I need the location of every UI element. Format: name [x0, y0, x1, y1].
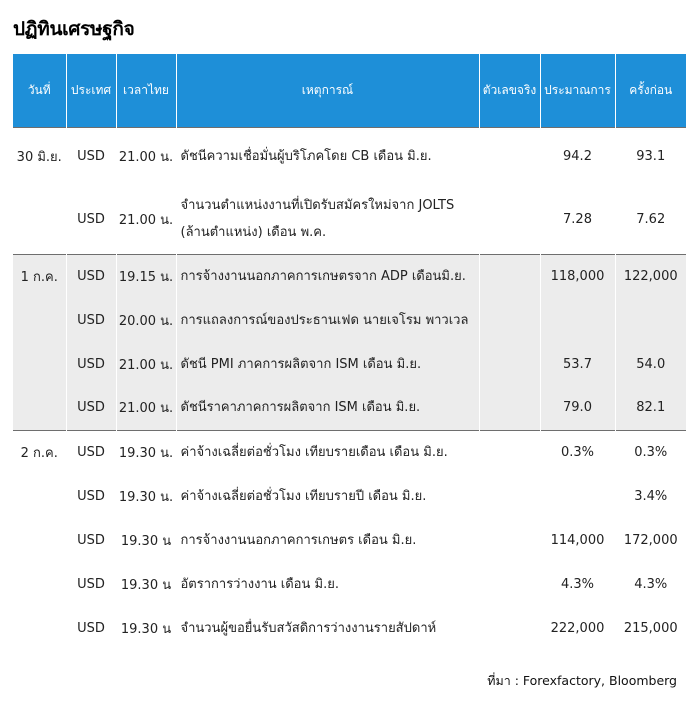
row-date	[13, 606, 66, 650]
row-actual	[479, 606, 540, 650]
row-event: การจ้างงานนอกภาคการเกษตร เดือน มิ.ย.	[176, 518, 479, 562]
row-actual	[479, 298, 540, 342]
row-event: ดัชนีราคาภาคการผลิตจาก ISM เดือน มิ.ย.	[176, 386, 479, 430]
row-currency: USD	[66, 562, 116, 606]
row-currency: USD	[66, 474, 116, 518]
row-actual	[479, 254, 540, 298]
row-previous: 82.1	[615, 386, 686, 430]
row-event: ดัชนีความเชื่อมั่นผู้บริโภคโดย CB เดือน มิ.ย.	[176, 127, 479, 185]
row-currency: USD	[66, 127, 116, 185]
table-row	[13, 474, 686, 518]
row-estimate: 79.0	[540, 386, 615, 430]
row-currency: USD	[66, 254, 116, 298]
row-date	[13, 562, 66, 606]
row-actual	[479, 430, 540, 474]
row-time: 19.30 น.	[116, 430, 176, 474]
row-previous: 0.3%	[615, 430, 686, 474]
row-previous: 54.0	[615, 342, 686, 386]
economic-calendar-table	[13, 54, 686, 650]
row-currency: USD	[66, 518, 116, 562]
row-event: จำนวนผู้ขอยื่นรับสวัสดิการว่างงานรายสัปดาห์	[176, 606, 479, 650]
row-time: 19.30 น	[116, 562, 176, 606]
row-time: 21.00 น.	[116, 127, 176, 185]
row-event: ค่าจ้างเฉลี่ยต่อชั่วโมง เทียบรายปี เดือน มิ.ย.	[176, 474, 479, 518]
row-time: 21.00 น.	[116, 342, 176, 386]
row-currency: USD	[66, 430, 116, 474]
row-event: จำนวนตำแหน่งงานที่เปิดรับสมัครใหม่จาก JOLTS (ล้านตำแหน่ง) เดือน พ.ค.	[176, 185, 479, 254]
row-actual	[479, 386, 540, 430]
row-estimate	[540, 298, 615, 342]
row-actual	[479, 127, 540, 185]
column-header-actual: ตัวเลขจริง	[479, 54, 540, 127]
row-previous: 7.62	[615, 185, 686, 254]
row-estimate: 114,000	[540, 518, 615, 562]
row-currency: USD	[66, 185, 116, 254]
row-actual	[479, 474, 540, 518]
row-event: การจ้างงานนอกภาคการเกษตรจาก ADP เดือนมิ.ย.	[176, 254, 479, 298]
row-date	[13, 474, 66, 518]
row-estimate: 53.7	[540, 342, 615, 386]
row-event: อัตราการว่างงาน เดือน มิ.ย.	[176, 562, 479, 606]
row-actual	[479, 185, 540, 254]
row-time: 21.00 น.	[116, 185, 176, 254]
row-event: ดัชนี PMI ภาคการผลิตจาก ISM เดือน มิ.ย.	[176, 342, 479, 386]
table-row	[13, 518, 686, 562]
row-currency: USD	[66, 606, 116, 650]
row-date	[13, 386, 66, 430]
row-actual	[479, 562, 540, 606]
row-estimate: 222,000	[540, 606, 615, 650]
row-estimate: 7.28	[540, 185, 615, 254]
table-header-row	[13, 54, 686, 127]
row-date: 30 มิ.ย.	[13, 127, 66, 185]
row-previous: 215,000	[615, 606, 686, 650]
row-estimate: 94.2	[540, 127, 615, 185]
row-time: 21.00 น.	[116, 386, 176, 430]
row-estimate	[540, 474, 615, 518]
row-event: การแถลงการณ์ของประธานเฟด นายเจโรม พาวเวล	[176, 298, 479, 342]
row-currency: USD	[66, 386, 116, 430]
row-currency: USD	[66, 298, 116, 342]
row-date	[13, 298, 66, 342]
row-date	[13, 518, 66, 562]
row-previous: 3.4%	[615, 474, 686, 518]
table-row	[13, 386, 686, 430]
table-row	[13, 185, 686, 254]
row-actual	[479, 518, 540, 562]
row-time: 19.30 น	[116, 606, 176, 650]
row-estimate: 118,000	[540, 254, 615, 298]
table-row	[13, 298, 686, 342]
row-currency: USD	[66, 342, 116, 386]
row-previous: 93.1	[615, 127, 686, 185]
column-header-date: วันที่	[13, 54, 66, 127]
column-header-event: เหตุการณ์	[176, 54, 479, 127]
column-header-previous: ครั้งก่อน	[615, 54, 686, 127]
row-previous: 122,000	[615, 254, 686, 298]
row-date: 2 ก.ค.	[13, 430, 66, 474]
row-time: 20.00 น.	[116, 298, 176, 342]
column-header-estimate: ประมาณการ	[540, 54, 615, 127]
row-date	[13, 185, 66, 254]
row-time: 19.30 น	[116, 518, 176, 562]
table-row	[13, 430, 686, 474]
row-estimate: 4.3%	[540, 562, 615, 606]
row-time: 19.15 น.	[116, 254, 176, 298]
row-previous: 4.3%	[615, 562, 686, 606]
source-note: ที่มา : Forexfactory, Bloomberg	[487, 673, 677, 688]
row-date	[13, 342, 66, 386]
row-previous: 172,000	[615, 518, 686, 562]
row-actual	[479, 342, 540, 386]
row-event: ค่าจ้างเฉลี่ยต่อชั่วโมง เทียบรายเดือน เดือน มิ.ย.	[176, 430, 479, 474]
column-header-currency: ประเทศ	[66, 54, 116, 127]
row-date: 1 ก.ค.	[13, 254, 66, 298]
row-time: 19.30 น.	[116, 474, 176, 518]
column-header-time: เวลาไทย	[116, 54, 176, 127]
table-row	[13, 342, 686, 386]
row-estimate: 0.3%	[540, 430, 615, 474]
page-title: ปฏิทินเศรษฐกิจ	[13, 18, 135, 40]
table-row	[13, 254, 686, 298]
row-previous	[615, 298, 686, 342]
table-row	[13, 606, 686, 650]
table-row	[13, 127, 686, 185]
table-row	[13, 562, 686, 606]
